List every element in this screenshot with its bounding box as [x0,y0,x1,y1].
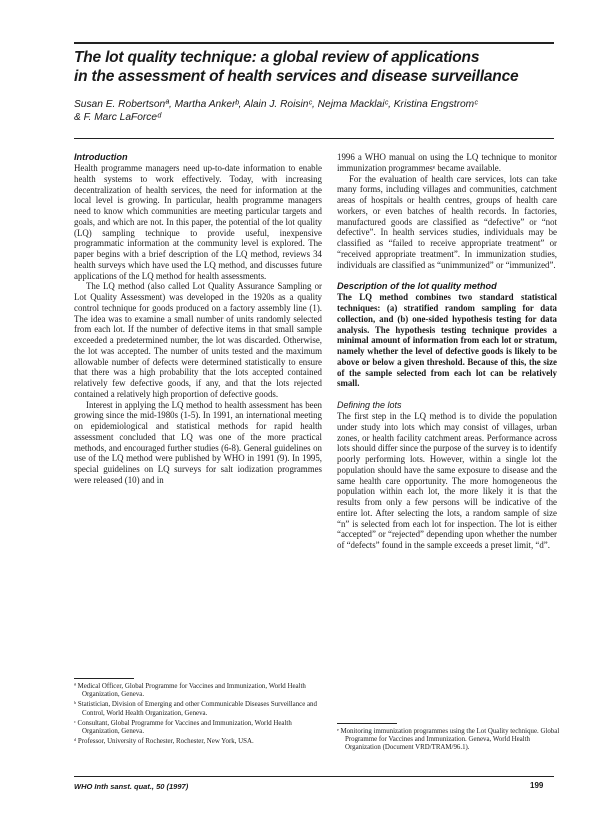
intro-paragraph-2: The LQ method (also called Lot Quality Assurance Sampling or Lot Quality Assessment) was developed in the 1920s as a quality control technique for goods produced on a factory assembly line (1). The idea was to examine a small number of units randomly selected from each lot. If the number of defective items in that small sample exceeded a predetermined number, the lot was discarded. Otherwise, the lot was accepted. The number of units tested and the maximum allowable number of defects were determined statistically to ensure that there was a high probability that the lots accepted contained relatively few defective goods, if any, and that the lots rejected contained a relatively high proportion of defective goods. [74,281,322,399]
article-title [74,48,554,86]
authors-line-1: Susan E. Robertsonª, Martha Ankerᵇ, Alain J. Roisinᶜ, Nejma Macklaiᶜ, Kristina Engstromᶜ [74,99,478,110]
footnote-c: ᶜ Consultant, Global Programme for Vaccines and Immunization, World Health Organization, Geneva. [74,719,292,736]
authors-rule [74,138,554,139]
footnote-rule-right [337,723,397,724]
journal-citation: WHO Inth sanst. quat., 50 (1997) [74,782,189,791]
lq-method-paragraph: The LQ method combines two standard statistical techniques: (a) stratified random sampling for data collection, and (b) one-sided hypothesis testing for data analysis. The hypothesis testing technique provides a minimal amount of information from each lot or stratum, namely whether the level of defective goods is likely to be above or below a given threshold. Because of this, the size of the sample selected from each lot can be relatively small. [337,292,557,389]
title-line-1: The lot quality technique: a global review of applications [74,49,480,66]
footnote-d: ᵈ Professor, University of Rochester, Rochester, New York, USA. [74,738,254,746]
title-line-2: in the assessment of health services and disease surveillance [74,68,519,85]
authors-line-2: & F. Marc LaForceᵈ [74,112,162,123]
introduction-heading: Introduction [74,152,128,162]
intro-paragraph-1: Health programme managers need up-to-date information to enable health systems to work effectively. Today, with increasing decentralization of health services, the need for information at the local level is growing. In particular, health programme managers need to know which communities are meeting particular targets and goals, and which are not. In this paper, the potential of the lot quality (LQ) sampling technique to provide useful, inexpensive programmatic information at the community level is explored. The paper begins with a brief description of the LQ method, reviews 34 health surveys which have used the LQ method, and discusses future applications of the LQ method for health assessments. [74,163,322,281]
top-rule [74,42,554,44]
lq-method-heading: Description of the lot quality method [337,281,497,292]
left-column [74,152,322,486]
footnote-a: ª Medical Officer, Global Programme for Vaccines and Immunization, World Health Organization, Geneva. [74,683,306,699]
defining-lots-paragraph: The first step in the LQ method is to divide the population under study into lots which may consist of villages, urban zones, or health facility catchment areas. Performance across lots should differ since the purpose of the survey is to identify poorly performing lots. However, within a single lot the population should have the same exposure to disease and the same health care opportunity. The more homogeneous the population within each lot, the more likely it is that the results from only a few persons will be indicative of the entire lot. After selecting the lots, a random sample of size “n” is selected from each lot for inspection. The lot is either “accepted” or “rejected” depending upon whether the number of “defects” found in the sample exceeds a preset limit, “d”. [337,411,557,550]
footnote-e: ᵉ Monitoring immunization programmes using the Lot Quality technique. Global Programme for Vaccines and Immunization. Geneva, World Health Organization (Document VRD/TRAM/96.1). [337,728,560,752]
footnotes-left [74,683,322,748]
footnote-rule-left [74,678,134,679]
right-paragraph-1: 1996 a WHO manual on using the LQ technique to monitor immunization programmesᵉ became available. [337,152,557,173]
footer-rule [74,776,554,777]
defining-lots-subheading: Defining the lots [337,400,402,410]
author-list [74,98,554,124]
page-number: 199 [530,781,544,790]
right-paragraph-2: For the evaluation of health care services, lots can take many forms, including villages and communities, catchment areas of hospitals or health centres, groups of health care workers, or even batches of health records. In factories, manufactured goods are classified as “defective” or “not defective”. In health services studies, individuals may be classified as “failed to receive appropriate treatment” or “received appropriate treatment”. In immunization studies, individuals are classified as “unimmunized” or “immunized”. [337,173,557,270]
right-column [337,152,557,551]
intro-paragraph-3: Interest in applying the LQ method to health assessment has been growing since the mid-1980s (1-5). In 1991, an international meeting on epidemiological and statistical methods for rapid health assessment concluded that LQ was one of the more practical methods, and encouraged further studies (6-8). General guidelines on use of the LQ method were published by WHO in 1991 (9). In 1995, special guidelines on LQ surveys for salt iodization programmes were released (10) and in [74,399,322,485]
footnote-b: ᵇ Statistician, Division of Emerging and other Communicable Diseases Surveillance and Control, World Health Organization, Geneva. [74,701,317,717]
